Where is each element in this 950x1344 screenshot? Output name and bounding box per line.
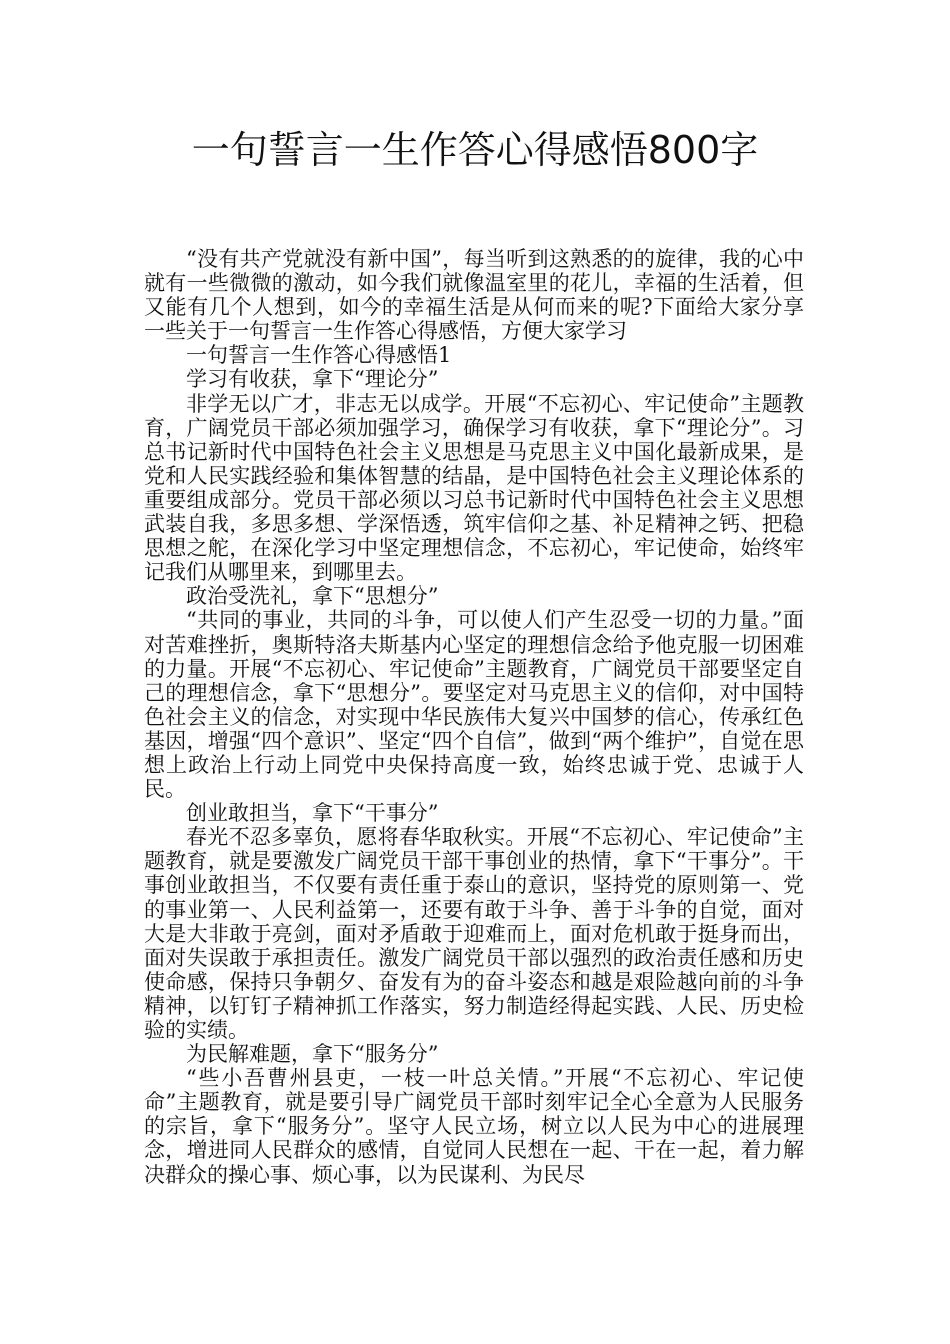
body-paragraph: 非学无以广才，非志无以成学。开展“不忘初心、牢记使命”主题教育，广阔党员干部必须加强学习，确保学习有收获，拿下“理论分”。习总书记新时代中国特色社会主义思想是马克思主义中国化最新成果，是党和人民实践经验和集体智慧的结晶，是中国特色社会主义理论体系的重要组成部分。党员干部必须以习总书记新时代中国特色社会主义思想武装自我，多思多想、学深悟透，筑牢信仰之基、补足精神之钙、把稳思想之舵，在深化学习中坚定理想信念，不忘初心，牢记使命，始终牢记我们从哪里来，到哪里去。	[144, 391, 804, 585]
intro-paragraph: “没有共产党就没有新中国”，每当听到这熟悉的的旋律，我的心中就有一些微微的激动，如今我们就像温室里的花儿，幸福的生活着，但又能有几个人想到，如今的幸福生活是从何而来的呢?下面给大家分享一些关于一句誓言一生作答心得感悟，方便大家学习	[144, 247, 804, 344]
body-paragraph: “共同的事业，共同的斗争，可以使人们产生忍受一切的力量。”面对苦难挫折，奥斯特洛夫斯基内心坚定的理想信念给予他克服一切困难的力量。开展“不忘初心、牢记使命”主题教育，广阔党员干部要坚定自己的理想信念，拿下“思想分”。要坚定对马克思主义的信仰，对中国特色社会主义的信念，对实现中华民族伟大复兴中国梦的信心，传承红色基因，增强“四个意识”、坚定“四个自信”，做到“两个维护”，自觉在思想上政治上行动上同党中央保持高度一致，始终忠诚于党、忠诚于人民。	[144, 608, 804, 802]
subheading-work: 创业敢担当，拿下“干事分”	[186, 801, 439, 826]
section-heading: 一句誓言一生作答心得感悟1	[186, 343, 452, 368]
subheading-theory: 学习有收获，拿下“理论分”	[186, 367, 439, 392]
body-paragraph: 春光不忍多辜负，愿将春华取秋实。开展“不忘初心、牢记使命”主题教育，就是要激发广阔党员干部干事创业的热情，拿下“干事分”。干事创业敢担当，不仅要有责任重于泰山的意识，坚持党的原则第一、党的事业第一、人民利益第一，还要有敢于斗争、善于斗争的自觉，面对大是大非敢于亮剑，面对矛盾敢于迎难而上，面对危机敢于挺身而出，面对失误敢于承担责任。激发广阔党员干部以强烈的政治责任感和历史使命感，保持只争朝夕、奋发有为的奋斗姿态和越是艰险越向前的斗争精神，以钉钉子精神抓工作落实，努力制造经得起实践、人民、历史检验的实绩。	[144, 825, 804, 1042]
body-paragraph: “些小吾曹州县吏，一枝一叶总关情。”开展“不忘初心、牢记使命”主题教育，就是要引导广阔党员干部时刻牢记全心全意为人民服务的宗旨，拿下“服务分”。坚守人民立场，树立以人民为中心的进展理念，增进同人民群众的感情，自觉同人民想在一起、干在一起，着力解决群众的操心事、烦心事，以为民谋利、为民尽	[144, 1066, 804, 1187]
document-title: 一句誓言一生作答心得感悟800字	[191, 128, 759, 172]
subheading-thought: 政治受洗礼，拿下“思想分”	[186, 584, 439, 609]
subheading-service: 为民解难题，拿下“服务分”	[186, 1042, 439, 1067]
document-body	[144, 247, 804, 1187]
